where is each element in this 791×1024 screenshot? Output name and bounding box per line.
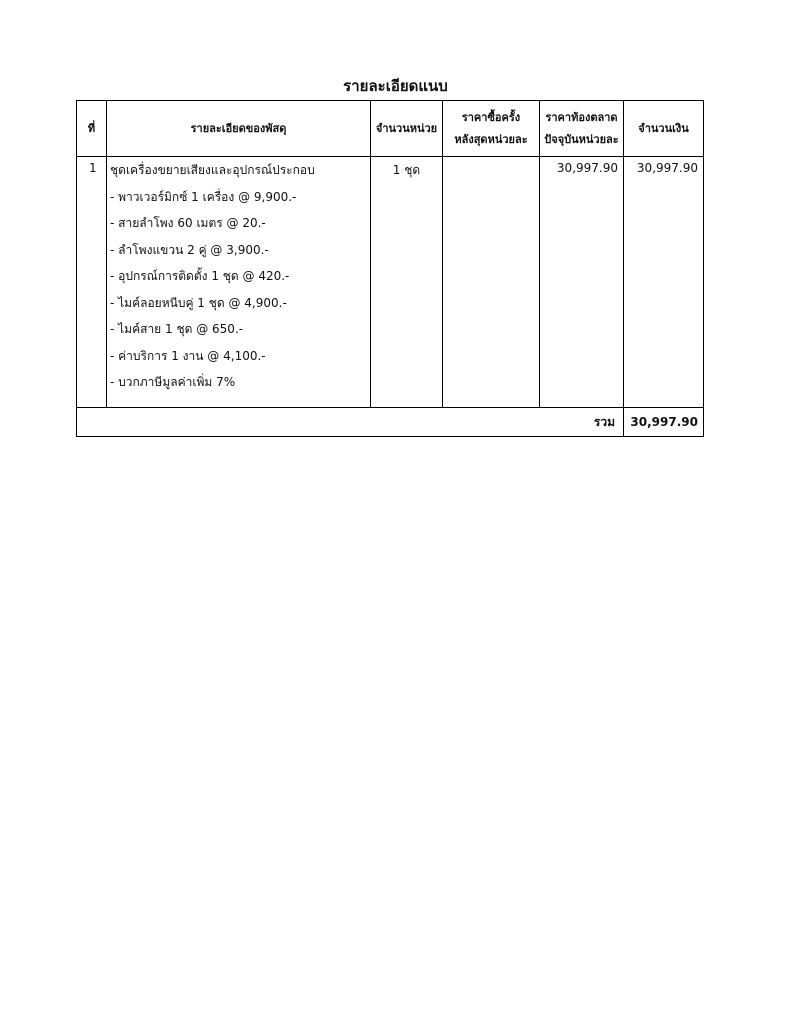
total-row — [77, 408, 704, 437]
header-last-price — [443, 101, 540, 157]
row-quantity: 1 ชุด — [371, 157, 443, 408]
header-description: รายละเอียดของพัสดุ — [107, 101, 371, 157]
header-market-price-line1: ราคาท้องตลาด — [545, 110, 618, 124]
description-line: - สายลำโพง 60 เมตร @ 20.- — [110, 216, 266, 230]
row-last-price — [443, 157, 540, 408]
description-line: - ไมค์ลอยหนีบคู่ 1 ชุด @ 4,900.- — [110, 295, 287, 310]
table-header-row — [77, 101, 704, 157]
row-description — [107, 157, 371, 408]
row-no: 1 — [77, 157, 107, 408]
row-amount: 30,997.90 — [624, 157, 704, 408]
total-value: 30,997.90 — [624, 408, 704, 437]
header-quantity: จำนวนหน่วย — [371, 101, 443, 157]
description-line: - ลำโพงแขวน 2 คู่ @ 3,900.- — [110, 242, 269, 257]
detail-table — [76, 100, 704, 437]
description-line: - บวกภาษีมูลค่าเพิ่ม 7% — [110, 375, 236, 389]
description-line: ชุดเครื่องขยายเสียงและอุปกรณ์ประกอบ — [110, 163, 315, 177]
description-line: - ค่าบริการ 1 งาน @ 4,100.- — [110, 348, 266, 363]
description-line: - อุปกรณ์การติดตั้ง 1 ชุด @ 420.- — [110, 269, 290, 283]
description-line: - พาวเวอร์มิกซ์ 1 เครื่อง @ 9,900.- — [110, 189, 297, 204]
header-last-price-line2: หลังสุดหน่วยละ — [454, 132, 528, 146]
description-line: - ไมค์สาย 1 ชุด @ 650.- — [110, 322, 244, 336]
table-row — [77, 157, 704, 408]
header-market-price-line2: ปัจจุบันหน่วยละ — [544, 132, 619, 146]
header-no: ที่ — [77, 101, 107, 157]
document-title: รายละเอียดแนบ — [343, 77, 448, 95]
row-market-price: 30,997.90 — [540, 157, 624, 408]
total-label: รวม — [77, 408, 624, 437]
header-last-price-line1: ราคาซื้อครั้ง — [461, 110, 521, 124]
header-market-price — [540, 101, 624, 157]
header-amount: จำนวนเงิน — [624, 101, 704, 157]
